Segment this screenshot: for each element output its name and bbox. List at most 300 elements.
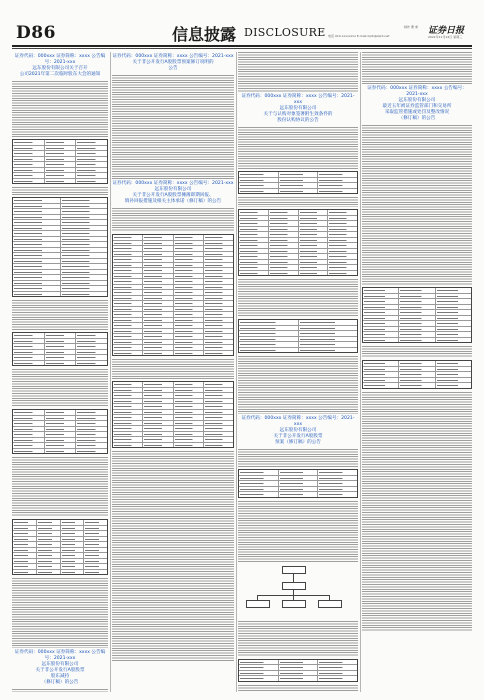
table-cell bbox=[60, 531, 84, 536]
table-cell bbox=[142, 415, 172, 420]
table-row bbox=[13, 203, 107, 209]
table-cell bbox=[327, 265, 357, 270]
table-cell bbox=[327, 260, 357, 265]
table-cell bbox=[142, 252, 172, 257]
table-cell bbox=[203, 318, 233, 323]
table-row bbox=[13, 252, 107, 258]
table-cell bbox=[173, 345, 203, 350]
table-cell bbox=[398, 310, 434, 315]
table-cell bbox=[268, 221, 298, 226]
table-cell bbox=[398, 321, 434, 326]
table-cell bbox=[327, 210, 357, 215]
table-cell bbox=[60, 259, 108, 264]
headline-line: 远东股份有限公司 bbox=[279, 106, 317, 111]
table-cell bbox=[173, 351, 203, 356]
table-cell bbox=[363, 310, 398, 315]
body-text bbox=[12, 187, 108, 195]
table-cell bbox=[298, 265, 328, 270]
table-row bbox=[13, 415, 107, 421]
table-row bbox=[239, 231, 357, 237]
table-cell bbox=[142, 296, 172, 301]
table-cell bbox=[75, 179, 107, 184]
table-cell bbox=[142, 437, 172, 442]
table-cell bbox=[60, 231, 108, 236]
table-cell bbox=[60, 209, 108, 214]
table-cell bbox=[13, 242, 60, 247]
table-row bbox=[13, 280, 107, 286]
table-row bbox=[13, 178, 107, 184]
table-cell bbox=[239, 660, 278, 665]
table-cell bbox=[317, 676, 357, 681]
table-cell bbox=[13, 427, 44, 432]
table-cell bbox=[298, 271, 328, 276]
table-row bbox=[113, 251, 233, 257]
table-row bbox=[363, 331, 471, 337]
table-cell bbox=[298, 254, 328, 259]
table-cell bbox=[60, 553, 84, 558]
table-cell bbox=[203, 340, 233, 345]
table-cell bbox=[44, 162, 76, 167]
table-row bbox=[113, 306, 233, 312]
table-row bbox=[13, 569, 107, 575]
table-cell bbox=[203, 382, 233, 387]
table-cell bbox=[435, 367, 471, 372]
table-cell bbox=[268, 243, 298, 248]
body-text bbox=[238, 685, 358, 693]
table-cell bbox=[239, 249, 268, 254]
table-cell bbox=[142, 351, 172, 356]
table-cell bbox=[268, 216, 298, 221]
table-cell bbox=[327, 238, 357, 243]
table-row bbox=[239, 347, 357, 353]
body-text bbox=[238, 449, 358, 467]
body-text bbox=[238, 197, 358, 207]
headline-line: 远东股份有限公司关于召开 bbox=[32, 66, 88, 71]
table-cell bbox=[173, 318, 203, 323]
table-cell bbox=[268, 232, 298, 237]
table-cell bbox=[13, 173, 44, 178]
data-table bbox=[12, 409, 108, 454]
table-cell bbox=[44, 421, 76, 426]
table-row bbox=[113, 409, 233, 415]
table-cell bbox=[239, 481, 278, 486]
table-cell bbox=[75, 140, 107, 145]
table-row bbox=[113, 328, 233, 334]
table-row bbox=[13, 225, 107, 231]
headline-line: 关于非公开发行A股股票 bbox=[35, 668, 85, 673]
table-cell bbox=[13, 179, 44, 184]
table-cell bbox=[363, 327, 398, 332]
announcement-headline bbox=[112, 54, 234, 72]
table-cell bbox=[239, 676, 278, 681]
table-cell bbox=[44, 410, 76, 415]
table-cell bbox=[75, 443, 107, 448]
announcement-headline bbox=[238, 416, 358, 446]
table-row bbox=[13, 172, 107, 178]
table-cell bbox=[142, 301, 172, 306]
table-cell bbox=[142, 399, 172, 404]
body-text bbox=[112, 359, 234, 379]
table-row bbox=[363, 377, 471, 383]
table-cell bbox=[398, 332, 434, 337]
table-cell bbox=[60, 242, 108, 247]
body-text bbox=[12, 369, 108, 407]
table-row bbox=[239, 220, 357, 226]
table-row bbox=[113, 245, 233, 251]
table-row bbox=[239, 675, 357, 681]
table-row bbox=[113, 420, 233, 426]
table-cell bbox=[142, 268, 172, 273]
table-row bbox=[113, 317, 233, 323]
table-cell bbox=[113, 399, 142, 404]
table-cell bbox=[44, 427, 76, 432]
table-row bbox=[113, 300, 233, 306]
table-cell bbox=[13, 537, 36, 542]
table-cell bbox=[142, 246, 172, 251]
table-cell bbox=[268, 271, 298, 276]
table-cell bbox=[203, 290, 233, 295]
table-cell bbox=[278, 492, 318, 497]
table-cell bbox=[113, 285, 142, 290]
table-row bbox=[113, 387, 233, 393]
table-row bbox=[113, 262, 233, 268]
table-cell bbox=[44, 151, 76, 156]
table-cell bbox=[203, 296, 233, 301]
ownership-diagram bbox=[238, 566, 358, 618]
table-cell bbox=[173, 268, 203, 273]
table-cell bbox=[173, 404, 203, 409]
table-cell bbox=[142, 421, 172, 426]
table-row bbox=[113, 414, 233, 420]
table-row bbox=[13, 285, 107, 291]
table-cell bbox=[44, 157, 76, 162]
table-cell bbox=[278, 671, 318, 676]
table-cell bbox=[13, 548, 36, 553]
table-cell bbox=[327, 232, 357, 237]
table-cell bbox=[113, 246, 142, 251]
table-cell bbox=[60, 253, 108, 258]
table-cell bbox=[83, 570, 107, 575]
table-cell bbox=[60, 204, 108, 209]
table-row bbox=[239, 248, 357, 254]
table-cell bbox=[60, 215, 108, 220]
headline-line: 远东股份有限公司 bbox=[279, 428, 317, 433]
table-cell bbox=[398, 361, 434, 366]
table-cell bbox=[13, 355, 44, 360]
table-cell bbox=[13, 559, 36, 564]
table-cell bbox=[113, 437, 142, 442]
table-cell bbox=[363, 294, 398, 299]
headline-line: 证券代码：000xxx 证券简称：xxxx 公告编号：2021-xxx bbox=[14, 650, 106, 661]
table-cell bbox=[363, 361, 398, 366]
table-cell bbox=[203, 263, 233, 268]
table-cell bbox=[13, 344, 44, 349]
table-cell bbox=[13, 140, 44, 145]
table-row bbox=[239, 264, 357, 270]
table-cell bbox=[173, 393, 203, 398]
table-cell bbox=[75, 416, 107, 421]
table-cell bbox=[203, 279, 233, 284]
table-cell bbox=[13, 281, 60, 286]
table-cell bbox=[435, 361, 471, 366]
table-cell bbox=[60, 286, 108, 291]
table-cell bbox=[203, 235, 233, 240]
headline-line: 远东股份有限公司 bbox=[398, 98, 436, 103]
table-cell bbox=[239, 492, 278, 497]
table-cell bbox=[239, 178, 278, 183]
table-cell bbox=[113, 443, 142, 448]
table-row bbox=[363, 304, 471, 310]
table-cell bbox=[317, 665, 357, 670]
table-cell bbox=[298, 326, 358, 331]
table-row bbox=[363, 326, 471, 332]
table-cell bbox=[173, 301, 203, 306]
headline-line: 远东股份有限公司 bbox=[41, 662, 79, 667]
table-row bbox=[13, 437, 107, 443]
table-cell bbox=[173, 257, 203, 262]
table-cell bbox=[13, 438, 44, 443]
table-cell bbox=[173, 426, 203, 431]
table-cell bbox=[203, 393, 233, 398]
table-cell bbox=[13, 542, 36, 547]
data-table bbox=[12, 332, 108, 366]
table-row bbox=[113, 392, 233, 398]
table-row bbox=[363, 337, 471, 343]
body-text bbox=[12, 689, 108, 692]
table-cell bbox=[113, 312, 142, 317]
diagram-node bbox=[246, 600, 270, 608]
table-row bbox=[113, 278, 233, 284]
table-cell bbox=[75, 333, 107, 338]
table-cell bbox=[60, 570, 84, 575]
table-cell bbox=[60, 548, 84, 553]
table-cell bbox=[13, 231, 60, 236]
table-cell bbox=[13, 215, 60, 220]
table-row bbox=[13, 536, 107, 542]
table-row bbox=[113, 311, 233, 317]
table-cell bbox=[142, 290, 172, 295]
table-cell bbox=[113, 340, 142, 345]
table-row bbox=[13, 520, 107, 525]
table-cell bbox=[268, 260, 298, 265]
table-row bbox=[113, 431, 233, 437]
table-cell bbox=[13, 339, 44, 344]
headline-line: 公告 bbox=[168, 66, 178, 71]
table-cell bbox=[113, 415, 142, 420]
data-table bbox=[238, 171, 358, 194]
table-row bbox=[239, 336, 357, 342]
table-row bbox=[113, 403, 233, 409]
table-cell bbox=[113, 345, 142, 350]
table-cell bbox=[239, 254, 268, 259]
table-cell bbox=[239, 232, 268, 237]
table-cell bbox=[173, 285, 203, 290]
table-cell bbox=[83, 537, 107, 542]
editor-meta: 制作 曹 秉 bbox=[404, 25, 418, 29]
table-cell bbox=[142, 382, 172, 387]
table-cell bbox=[435, 305, 471, 310]
table-cell bbox=[239, 320, 298, 325]
table-row bbox=[239, 182, 357, 188]
table-cell bbox=[317, 671, 357, 676]
table-cell bbox=[60, 292, 108, 297]
body-text bbox=[238, 127, 358, 169]
table-cell bbox=[142, 443, 172, 448]
table-cell bbox=[75, 427, 107, 432]
table-cell bbox=[83, 531, 107, 536]
table-cell bbox=[173, 340, 203, 345]
table-cell bbox=[36, 559, 60, 564]
table-cell bbox=[142, 307, 172, 312]
contact-meta: 电话 010-xxxxxxxx E-mail:zqrb@zqrb.net bbox=[328, 34, 390, 38]
table-cell bbox=[13, 553, 36, 558]
table-row bbox=[13, 230, 107, 236]
table-cell bbox=[113, 382, 142, 387]
table-cell bbox=[435, 310, 471, 315]
table-row bbox=[363, 382, 471, 388]
table-cell bbox=[44, 339, 76, 344]
table-cell bbox=[75, 350, 107, 355]
table-cell bbox=[44, 168, 76, 173]
body-text bbox=[12, 81, 108, 137]
body-text bbox=[12, 300, 108, 330]
table-cell bbox=[239, 326, 298, 331]
table-cell bbox=[113, 323, 142, 328]
table-row bbox=[239, 226, 357, 232]
table-cell bbox=[83, 542, 107, 547]
table-row bbox=[13, 431, 107, 437]
table-cell bbox=[363, 338, 398, 343]
table-row bbox=[113, 442, 233, 448]
table-cell bbox=[203, 268, 233, 273]
table-cell bbox=[44, 179, 76, 184]
table-row bbox=[113, 339, 233, 345]
table-row bbox=[13, 167, 107, 173]
table-cell bbox=[60, 264, 108, 269]
table-cell bbox=[203, 252, 233, 257]
table-cell bbox=[203, 421, 233, 426]
data-table bbox=[238, 469, 358, 498]
headline-line: 远东股份有限公司 bbox=[154, 187, 192, 192]
table-cell bbox=[239, 221, 268, 226]
table-cell bbox=[298, 337, 358, 342]
table-cell bbox=[298, 331, 358, 336]
table-row bbox=[113, 267, 233, 273]
table-cell bbox=[44, 146, 76, 151]
table-cell bbox=[398, 372, 434, 377]
table-cell bbox=[268, 238, 298, 243]
table-cell bbox=[142, 404, 172, 409]
table-cell bbox=[142, 388, 172, 393]
table-cell bbox=[13, 162, 44, 167]
table-cell bbox=[173, 290, 203, 295]
table-cell bbox=[203, 323, 233, 328]
table-cell bbox=[83, 559, 107, 564]
table-row bbox=[113, 235, 233, 240]
table-cell bbox=[203, 301, 233, 306]
table-cell bbox=[113, 393, 142, 398]
body-text bbox=[112, 208, 234, 232]
table-cell bbox=[363, 321, 398, 326]
diagram-node bbox=[282, 582, 306, 590]
table-cell bbox=[13, 520, 36, 525]
table-row bbox=[239, 188, 357, 194]
data-table bbox=[238, 319, 358, 353]
table-cell bbox=[75, 146, 107, 151]
table-cell bbox=[317, 660, 357, 665]
table-cell bbox=[278, 172, 318, 177]
table-row bbox=[239, 475, 357, 481]
table-cell bbox=[268, 249, 298, 254]
table-row bbox=[239, 330, 357, 336]
table-row bbox=[13, 156, 107, 162]
diagram-node bbox=[282, 566, 306, 574]
headline-line: 采取监管措施或处罚及整改情况 bbox=[384, 110, 450, 115]
table-row bbox=[113, 273, 233, 279]
table-cell bbox=[13, 564, 36, 569]
table-cell bbox=[239, 487, 278, 492]
table-cell bbox=[13, 361, 44, 366]
table-cell bbox=[363, 299, 398, 304]
table-cell bbox=[142, 235, 172, 240]
table-cell bbox=[60, 275, 108, 280]
section-title: 信息披露 bbox=[172, 25, 237, 44]
table-cell bbox=[317, 189, 357, 194]
table-cell bbox=[113, 279, 142, 284]
table-cell bbox=[83, 526, 107, 531]
table-row bbox=[239, 177, 357, 183]
table-cell bbox=[113, 263, 142, 268]
table-cell bbox=[113, 290, 142, 295]
body-text bbox=[12, 457, 108, 517]
diagram-node bbox=[318, 600, 342, 608]
table-cell bbox=[398, 367, 434, 372]
table-cell bbox=[173, 274, 203, 279]
table-cell bbox=[44, 173, 76, 178]
table-cell bbox=[173, 399, 203, 404]
table-cell bbox=[363, 332, 398, 337]
table-row bbox=[239, 670, 357, 676]
table-cell bbox=[298, 221, 328, 226]
table-cell bbox=[298, 348, 358, 353]
table-cell bbox=[13, 421, 44, 426]
page-number: D86 bbox=[16, 23, 56, 43]
table-cell bbox=[268, 265, 298, 270]
headline-line: 关于非公开发行A股股票摊薄即期回报、 bbox=[132, 193, 214, 198]
table-cell bbox=[398, 316, 434, 321]
headline-line: 证券代码：000xxx 证券简称：xxxx 公告编号：2021-xxx bbox=[367, 86, 467, 97]
table-row bbox=[113, 289, 233, 295]
table-row bbox=[13, 291, 107, 297]
table-row bbox=[13, 333, 107, 338]
table-cell bbox=[435, 327, 471, 332]
newspaper-logo: 证券日报 bbox=[428, 26, 465, 36]
diagram-connector bbox=[293, 595, 294, 600]
table-cell bbox=[13, 259, 60, 264]
table-row bbox=[13, 145, 107, 151]
table-cell bbox=[327, 249, 357, 254]
table-cell bbox=[317, 492, 357, 497]
table-row bbox=[13, 525, 107, 531]
table-cell bbox=[142, 318, 172, 323]
body-text bbox=[362, 125, 472, 285]
headline-line: 预案（修订稿）的公告 bbox=[275, 440, 321, 445]
table-cell bbox=[44, 361, 76, 366]
headline-line: 最近五年被证券监管部门和交易所 bbox=[382, 104, 452, 109]
table-cell bbox=[173, 432, 203, 437]
table-row bbox=[363, 288, 471, 293]
table-cell bbox=[113, 388, 142, 393]
